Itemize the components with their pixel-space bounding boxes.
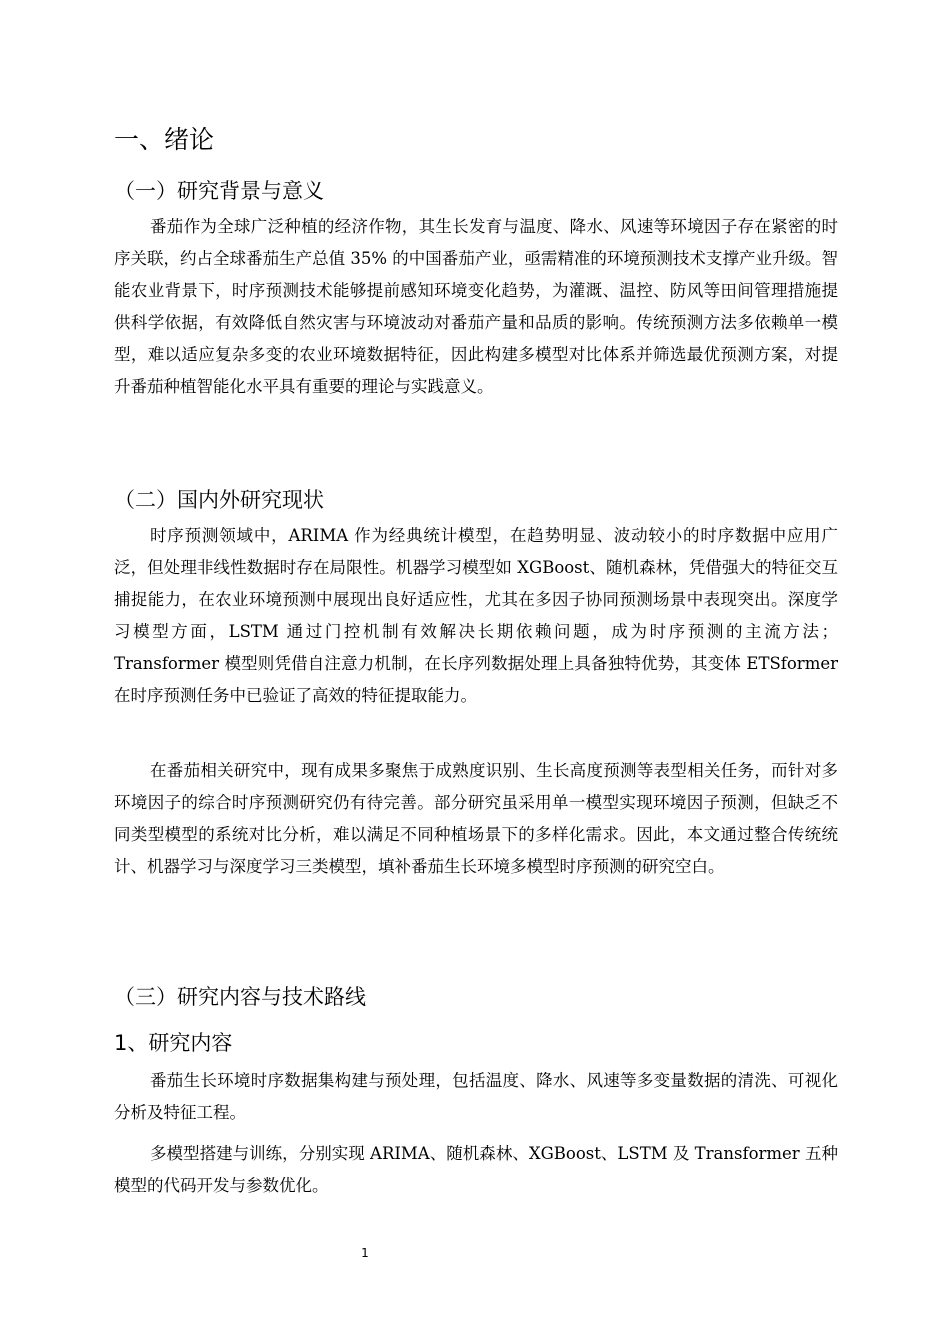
page-number: 1	[361, 1246, 369, 1260]
paragraph-content-1: 番茄生长环境时序数据集构建与预处理，包括温度、降水、风速等多变量数据的清洗、可视化分析及特征工程。	[114, 1071, 838, 1122]
chapter-heading: 一、绪论	[114, 125, 215, 154]
paragraph-research-status-1: 时序预测领域中，ARIMA 作为经典统计模型，在趋势明显、波动较小的时序数据中应用广泛，但处理非线性数据时存在局限性。机器学习模型如 XGBoost、随机森林，凭借强大的特征交互捕捉能力，在农业环境预测中展现出良好适应性，尤其在多因子协同预测场景中表现突出。深度学习模型方面，LSTM 通过门控机制有效解决长期依赖问题，成为时序预测的主流方法；Transformer 模型则凭借自注意力机制，在长序列数据处理上具备独特优势，其变体 ETSformer 在时序预测任务中已验证了高效的特征提取能力。	[114, 526, 838, 705]
paragraph-research-status-2: 在番茄相关研究中，现有成果多聚焦于成熟度识别、生长高度预测等表型相关任务，而针对多环境因子的综合时序预测研究仍有待完善。部分研究虽采用单一模型实现环境因子预测，但缺乏不同类型模型的系统对比分析，难以满足不同种植场景下的多样化需求。因此，本文通过整合传统统计、机器学习与深度学习三类模型，填补番茄生长环境多模型时序预测的研究空白。	[114, 761, 838, 876]
paragraph-content-2: 多模型搭建与训练，分别实现 ARIMA、随机森林、XGBoost、LSTM 及 Transformer 五种模型的代码开发与参数优化。	[114, 1144, 838, 1195]
section-heading-research-status: （二）国内外研究现状	[114, 488, 324, 512]
section-heading-content-route: （三）研究内容与技术路线	[114, 985, 366, 1009]
paragraph-background: 番茄作为全球广泛种植的经济作物，其生长发育与温度、降水、风速等环境因子存在紧密的时序关联，约占全球番茄生产总值 35% 的中国番茄产业，亟需精准的环境预测技术支撑产业升级。智能农业背景下，时序预测技术能够提前感知环境变化趋势，为灌溉、温控、防风等田间管理措施提供科学依据，有效降低自然灾害与环境波动对番茄产量和品质的影响。传统预测方法多依赖单一模型，难以适应复杂多变的农业环境数据特征，因此构建多模型对比体系并筛选最优预测方案，对提升番茄种植智能化水平具有重要的理论与实践意义。	[114, 217, 838, 396]
subsection-heading-content: 1、研究内容	[114, 1031, 233, 1055]
section-heading-background: （一）研究背景与意义	[114, 179, 324, 203]
